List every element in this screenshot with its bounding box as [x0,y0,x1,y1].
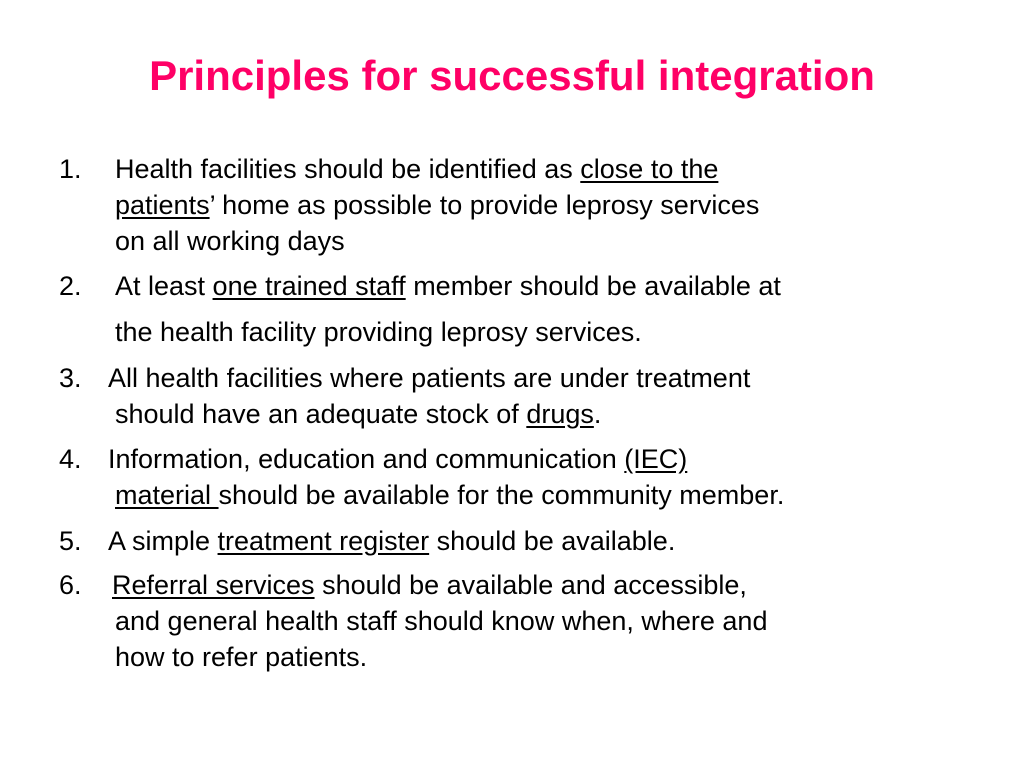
emphasis-text: (IEC) [624,444,688,474]
item-number: 1. [59,154,82,184]
item-line [115,151,718,187]
emphasis-text: Referral services [112,570,315,600]
item-text: should be available. [429,526,676,556]
item-text: Health facilities should be identified as [115,154,581,184]
item-text: All health facilities where patients are under treatment [108,363,751,393]
item-line [112,567,747,603]
emphasis-text: drugs [526,399,594,429]
item-line [115,396,601,432]
list-item-6 [0,567,1024,677]
item-text: the health facility providing leprosy services. [115,317,642,347]
item-line [108,523,675,559]
item-number: 2. [59,271,82,301]
item-text: ’ home as possible to provide leprosy services [209,190,760,220]
emphasis-text: patients [115,190,210,220]
list-item-3 [0,360,1024,434]
list-item-5 [0,523,1024,561]
item-text: should be available for the community member. [218,480,785,510]
item-text: Information, education and communication [108,444,625,474]
item-line [115,477,784,513]
emphasis-text: treatment register [217,526,430,556]
item-text: should be available and accessible, [314,570,747,600]
item-text: member should be available at [405,271,781,301]
list-item-2 [0,268,1024,348]
item-number: 3. [59,363,82,393]
item-line [115,603,767,639]
emphasis-text: material [115,480,219,510]
item-line [115,268,781,304]
item-text: how to refer patients. [115,642,368,672]
slide-title: Principles for successful integration [149,52,875,99]
item-line [108,441,687,477]
item-text: on all working days [115,226,345,256]
item-number: 5. [59,526,82,556]
emphasis-text: one trained staff [212,271,406,301]
item-line [115,314,642,350]
item-text: and general health staff should know when, where and [115,606,768,636]
item-line [108,360,750,396]
item-text: . [593,399,602,429]
item-number: 4. [59,444,82,474]
item-text: A simple [108,526,218,556]
item-line [115,187,759,223]
list-item-4 [0,441,1024,515]
item-number: 6. [59,570,82,600]
item-text: should have an adequate stock of [115,399,527,429]
item-text: At least [115,271,213,301]
list-item-1 [0,151,1024,261]
emphasis-text: close to the [580,154,719,184]
item-line [115,639,367,675]
item-line [115,223,345,259]
